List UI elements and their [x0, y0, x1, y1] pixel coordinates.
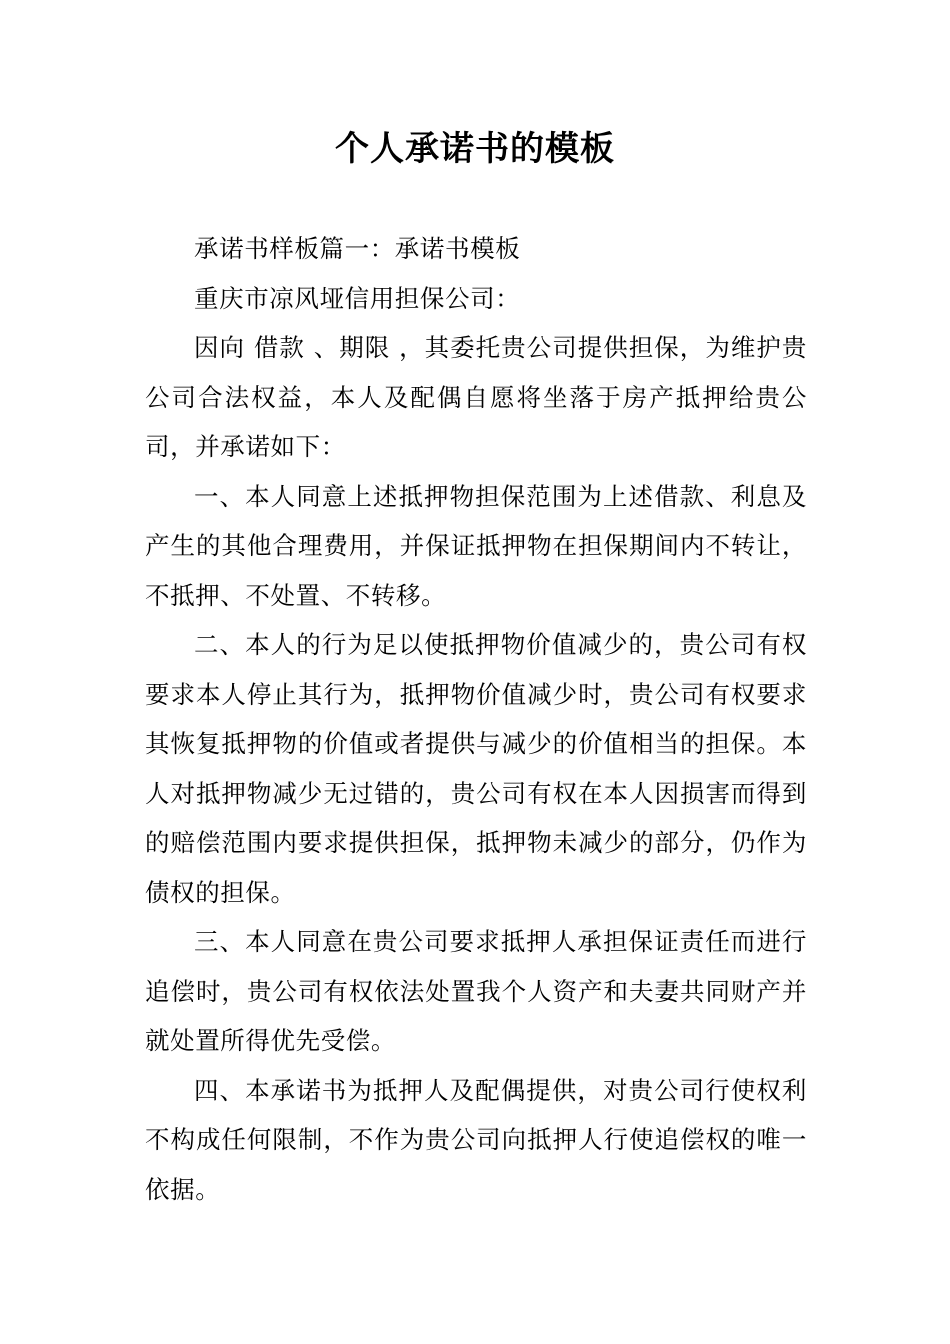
document-body: [145, 224, 807, 1214]
paragraph-intro: 因向 借款 、期限 ，其委托贵公司提供担保，为维护贵公司合法权益，本人及配偶自愿将坐落于房产抵押给贵公司，并承诺如下：: [145, 333, 807, 461]
paragraph-clause-4: 四、本承诺书为抵押人及配偶提供，对贵公司行使权利不构成任何限制，不作为贵公司向抵押人行使追偿权的唯一依据。: [145, 1075, 807, 1204]
paragraph-clause-3: 三、本人同意在贵公司要求抵押人承担保证责任而进行追偿时，贵公司有权依法处置我个人资产和夫妻共同财产并就处置所得优先受偿。: [145, 927, 807, 1055]
paragraph-addressee: 重庆市凉风垭信用担保公司：: [194, 283, 521, 313]
paragraph-clause-2: 二、本人的行为足以使抵押物价值减少的，贵公司有权要求本人停止其行为，抵押物价值减少时，贵公司有权要求其恢复抵押物的价值或者提供与减少的价值相当的担保。本人对抵押物减少无过错的，贵公司有权在本人因损害而得到的赔偿范围内要求提供担保，抵押物未减少的部分，仍作为债权的担保。: [145, 630, 807, 907]
paragraph-heading: 承诺书样板篇一：承诺书模板: [194, 234, 521, 263]
document-title: 个人承诺书的模板: [335, 129, 615, 169]
paragraph-clause-1: 一、本人同意上述抵押物担保范围为上述借款、利息及产生的其他合理费用，并保证抵押物在担保期间内不转让，不抵押、不处置、不转移。: [145, 481, 807, 610]
